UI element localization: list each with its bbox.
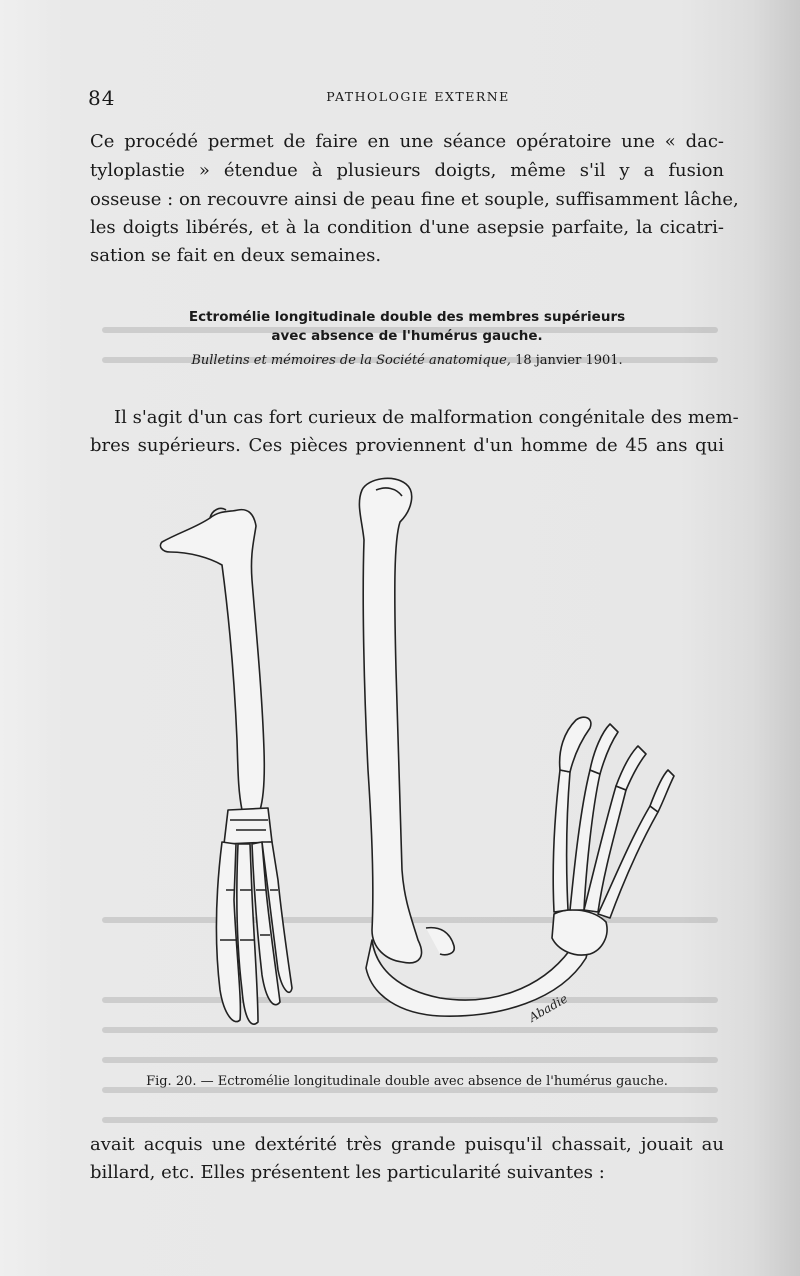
body-text-line: billard, etc. Elles présentent les particularité suivantes : <box>90 1162 605 1183</box>
bone-illustration <box>150 470 710 1070</box>
body-text-line: osseuse : on recouvre ainsi de peau fine et souple, suffisamment lâche, <box>90 189 739 210</box>
body-text-line: Ce procédé permet de faire en une séance opératoire une « dac- <box>90 131 724 152</box>
body-text-line: avait acquis une dextérité très grande puisqu'il chassait, jouait au <box>90 1134 724 1155</box>
body-text-line: sation se fait en deux semaines. <box>90 245 382 266</box>
left-arm-bones <box>160 508 292 1024</box>
right-hand-bones <box>552 717 674 955</box>
body-text-line: Il s'agit d'un cas fort curieux de malformation congénitale des mem- <box>114 407 739 428</box>
caption-text: — Ectromélie longitudinale double avec absence de l'humérus gauche. <box>200 1074 668 1089</box>
body-text-line: tyloplastie » étendue à plusieurs doigts, même s'il y a fusion <box>90 160 724 181</box>
section-title: Ectromélie longitudinale double des membres supérieurs <box>188 309 626 325</box>
body-text-line: bres supérieurs. Ces pièces proviennent d'un homme de 45 ans qui <box>90 435 724 456</box>
running-title: PATHOLOGIE EXTERNE <box>326 89 510 104</box>
right-humerus <box>359 478 421 963</box>
source-reference <box>90 351 724 371</box>
page-number: 84 <box>88 86 116 110</box>
caption-label: Fig. 20. <box>146 1074 197 1089</box>
body-text-line: les doigts libérés, et à la condition d'une asepsie parfaite, la cicatri- <box>90 217 724 238</box>
section-title: avec absence de l'humérus gauche. <box>271 328 543 344</box>
figure-caption <box>90 1074 724 1089</box>
source-date: 18 janvier 1901. <box>515 353 623 368</box>
artist-signature: Abadie <box>526 991 570 1025</box>
source-title: Bulletins et mémoires de la Société anatomique, <box>191 353 511 368</box>
